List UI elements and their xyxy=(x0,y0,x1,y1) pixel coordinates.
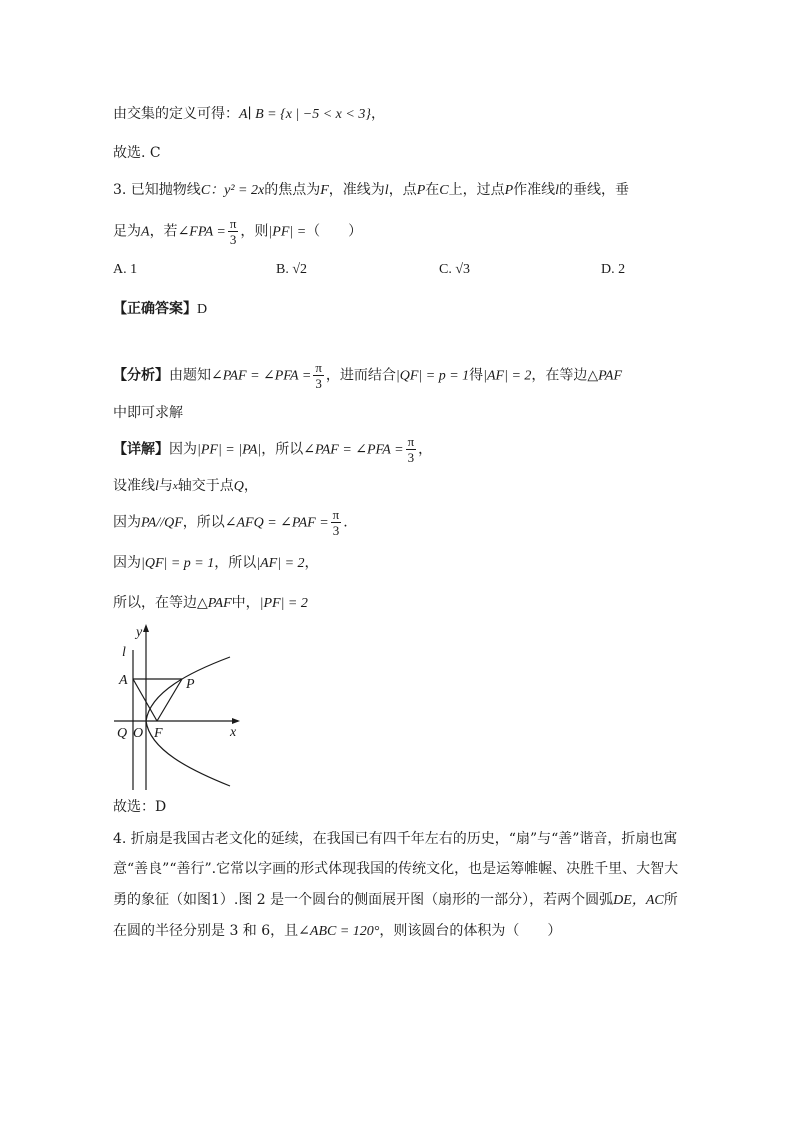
fraction-pi-over-3: $\frac{\pi}{3}$ xyxy=(229,216,237,247)
question-4-line-1: 4. 折扇是我国古老文化的延续，在我国已有四千年左右的历史，“扇”与“善”谐音，折扇也寓 xyxy=(113,831,678,847)
parabola-figure xyxy=(110,622,250,792)
option-d: D. 2 xyxy=(601,262,626,277)
label-o: O xyxy=(133,726,144,741)
label-p: P xyxy=(186,677,195,692)
analysis-line-2: 中即可求解 xyxy=(113,405,183,421)
question-4-line-3: 勇的象征（如图1）.图 2 是一个圆台的侧面展开图（扇形的一部分），若两个圆弧DE，AC所 xyxy=(113,892,678,908)
detail-line-5: 所以，在等边△PAF中，|PF| = 2 xyxy=(113,595,308,611)
choice-line: 故选：D xyxy=(113,799,167,815)
question-4-line-2: 意“善良”“善行”.它常以字画的形式体现我国的传统文化，也是运筹帷幄、决胜千里、大智大 xyxy=(113,861,679,877)
detail-line-2: 设准线l与$^x$轴交于点Q， xyxy=(113,478,258,494)
solution-line-intersection: 由交集的定义可得：A∣ B = {x | −5 < x < 3}， xyxy=(113,106,385,122)
label-l: l xyxy=(122,645,126,660)
option-b: B. √2 xyxy=(276,262,308,277)
question-3-line-2: 足为A，若∠FPA = $\frac{\pi}{3}$ ，则|PF| =（ ） xyxy=(113,216,363,247)
label-y: y xyxy=(136,625,143,640)
detail-line-1: 【详解】因为|PF| = |PA|，所以∠PAF = ∠PFA = $\frac{\pi}{3}$ ， xyxy=(113,434,433,465)
question-3-line-1: 3. 已知抛物线C：y² = 2x的焦点为F，准线为l，点P在C上，过点P作准线l的垂线，垂 xyxy=(113,182,630,198)
choice-line-prev: 故选. C xyxy=(113,145,161,161)
y-axis-arrow xyxy=(143,624,149,632)
detail-line-4: 因为|QF| = p = 1，所以|AF| = 2， xyxy=(113,555,319,571)
label-f: F xyxy=(154,726,163,741)
segment-af xyxy=(133,679,157,721)
segment-pf xyxy=(157,679,182,721)
x-axis-arrow xyxy=(232,718,240,724)
label-x: x xyxy=(230,725,237,740)
question-4-line-4: 在圆的半径分别是 3 和 6，且∠ABC = 120°，则该圆台的体积为（ ） xyxy=(113,923,562,939)
detail-line-3: 因为PA//QF，所以∠AFQ = ∠PAF = $\frac{\pi}{3}$ . xyxy=(113,507,348,538)
label-q: Q xyxy=(117,726,128,741)
label-a: A xyxy=(119,673,128,688)
analysis-line-1: 【分析】由题知∠PAF = ∠PFA = $\frac{\pi}{3}$ ，进而结合|QF| = p = 1得|AF| = 2，在等边△PAF xyxy=(113,360,623,391)
correct-answer: 【正确答案】D xyxy=(113,301,208,317)
option-c: C. √3 xyxy=(439,262,471,277)
option-a: A. 1 xyxy=(113,262,138,277)
